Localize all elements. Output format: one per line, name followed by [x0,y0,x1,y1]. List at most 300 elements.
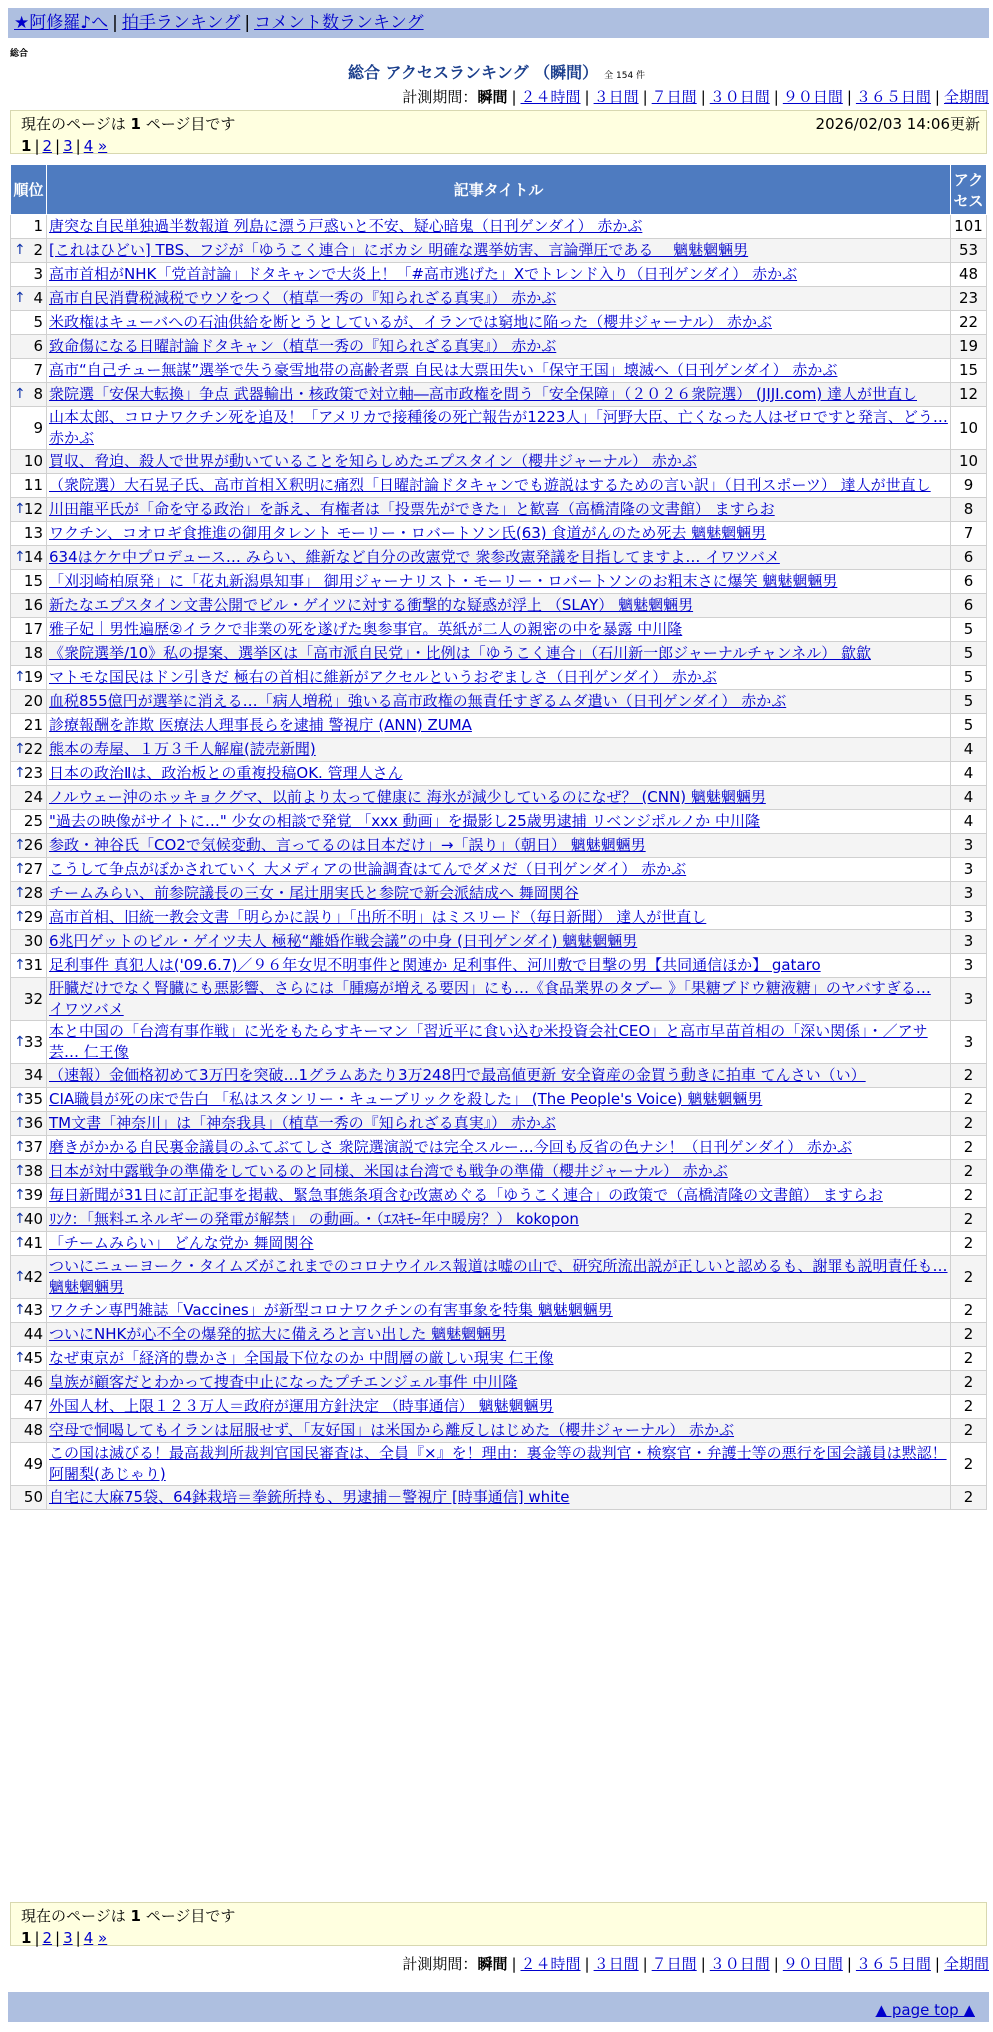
title-cell [47,1419,951,1443]
title-cell [47,498,951,522]
title-cell [47,474,951,498]
access-count: 10 [951,407,987,450]
comment-ranking-link[interactable]: コメント数ランキング [254,13,424,33]
article-link[interactable]: ついにNHKが心不全の爆発的拡大に備えろと言い出した 魑魅魍魎男 [49,1325,507,1343]
table-row [11,642,987,666]
title-cell [47,450,951,474]
rank-number: 12 [23,500,43,518]
article-link[interactable]: チームみらい、前参院議長の三女・尾辻朋実氏と参院で新会派結成へ 舞岡関谷 [49,884,579,902]
period-separator: | [934,1955,940,1973]
rank-number: 18 [23,644,43,662]
access-count: 3 [951,882,987,906]
up-arrow-icon: ↑ [14,885,26,901]
title-cell [47,1395,951,1419]
period-option-link[interactable]: ７日間 [651,88,697,106]
rank-cell [11,383,47,407]
rank-cell [11,1323,47,1347]
pagination [21,1929,976,1947]
table-row [11,1486,987,1510]
title-cell [47,335,951,359]
access-count: 2 [951,1395,987,1419]
article-link[interactable]: 買収、脅迫、殺人で世界が動いていることを知らしめたエプスタイン（櫻井ジャーナル） 赤かぶ [49,452,697,470]
rank-number: 13 [23,524,43,542]
rank-cell [11,1347,47,1371]
up-arrow-icon: ↑ [14,1268,26,1285]
period-option-link[interactable]: 全期間 [943,88,989,106]
title-cell [47,383,951,407]
rank-number: 26 [23,836,43,854]
table-row [11,1347,987,1371]
table-row [11,1443,987,1486]
title-cell [47,1256,951,1299]
pager-text: 現在のページは [21,115,126,133]
rank-number: 1 [33,217,43,235]
access-count: 2 [951,1208,987,1232]
period-separator: | [511,88,517,106]
rank-cell [11,858,47,882]
page-link[interactable]: 2 [42,1929,53,1947]
article-link[interactable]: 皇族が顧客だとわかって捜査中止になったプチエンジェル事件 中川隆 [49,1373,518,1391]
rank-cell [11,1160,47,1184]
access-count: 53 [951,239,987,263]
rank-number: 31 [23,956,43,974]
period-option-link[interactable]: ３６５日間 [855,88,931,106]
up-arrow-icon: ↑ [14,1235,26,1251]
table-row [11,858,987,882]
period-option-link[interactable]: 全期間 [943,1955,989,1973]
top-nav-bar [8,8,989,38]
footer-bar [8,1992,989,2022]
rank-number: 2 [33,241,43,259]
access-count: 3 [951,834,987,858]
table-row [11,570,987,594]
up-arrow-icon: ↑ [14,669,26,685]
article-link[interactable]: 致命傷になる日曜討論ドタキャン（植草一秀の『知られざる真実』） 赤かぶ [49,337,557,355]
rank-number: 41 [23,1234,43,1252]
rank-cell [11,335,47,359]
access-count: 101 [951,215,987,239]
article-link[interactable]: 衆院選「安保大転換」争点 武器輸出・核政策で対立軸―高市政権を問う「安全保障」（２０２６衆院選） (JIJI.com) 達人が世直し [49,385,918,403]
rank-cell [11,359,47,383]
table-row [11,359,987,383]
rank-cell [11,1136,47,1160]
next-page-link[interactable]: » [98,1929,108,1947]
article-link[interactable]: TM文書「神奈川」は「神奈我具」（植草一秀の『知られざる真実』） 赤かぶ [49,1114,556,1132]
nav-separator: | [112,13,118,33]
rank-number: 39 [23,1186,43,1204]
rank-number: 48 [23,1421,43,1439]
rank-number: 14 [23,548,43,566]
rank-number: 25 [23,812,43,830]
table-row [11,906,987,930]
article-link[interactable]: 「刈羽崎柏原発」に「花丸新潟県知事」 御用ジャーナリスト・モーリー・ロバートソンのお粗末さに爆笑 魑魅魍魎男 [49,572,838,590]
article-link[interactable]: 高市自民消費税減税でウソをつく（植草一秀の『知られざる真実』） 赤かぶ [49,289,557,307]
page-title [0,60,993,83]
title-cell [47,738,951,762]
article-link[interactable]: 日本の政治Ⅱは、政治板との重複投稿OK. 管理人さん [49,764,403,782]
title-cell [47,1136,951,1160]
article-link[interactable]: 高市首相、旧統一教会文書「明らかに誤り」「出所不明」はミスリード（毎日新聞） 達人が世直し [49,908,707,926]
title-cell [47,1208,951,1232]
rank-cell [11,498,47,522]
rank-number: 15 [23,572,43,590]
period-current: 瞬間 [477,88,508,106]
article-link[interactable]: 本と中国の「台湾有事作戦」に光をもたらすキーマン「習近平に食い込む米投資会社CEO」と高市早苗首相の「深い関係」・／アサ芸… 仁王像 [49,1022,928,1061]
article-link[interactable]: [これはひどい] TBS、フジが「ゆうこく連合」にボカシ 明確な選挙妨害、言論弾圧である 魑魅魍魎男 [49,241,749,259]
title-cell [47,714,951,738]
access-count: 2 [951,1088,987,1112]
rank-cell [11,1371,47,1395]
rank-cell [11,1443,47,1486]
period-separator: | [700,88,706,106]
period-separator: | [846,88,852,106]
title-cell [47,311,951,335]
home-link[interactable]: ★阿修羅♪へ [14,13,109,33]
table-row [11,738,987,762]
current-page: 1 [21,137,32,155]
article-link[interactable]: 634はケケ中プロデュース… みらい、維新など自分の改憲党で 衆参改憲発議を目指してますよ… イワツバメ [49,548,780,566]
access-count: 4 [951,810,987,834]
table-row [11,498,987,522]
access-count: 23 [951,287,987,311]
rank-number: 8 [33,385,43,403]
period-option-link[interactable]: ３６５日間 [855,1955,931,1973]
rank-number: 10 [23,452,43,470]
table-row [11,239,987,263]
rank-number: 23 [23,764,43,782]
access-count: 5 [951,642,987,666]
rank-cell [11,762,47,786]
table-row [11,978,987,1021]
table-row [11,618,987,642]
period-separator: | [511,1955,517,1973]
period-separator: | [584,88,590,106]
article-link[interactable]: 参政・神谷氏「CO2で気候変動、言ってるのは日本だけ」→「誤り」（朝日） 魑魅魍魎男 [49,836,646,854]
table-row [11,407,987,450]
article-link[interactable]: 磨きがかかる自民裏金議員のふてぶてしさ 衆院選演説では完全スルー…今回も反省の色ナシ！（日刊ゲンダイ） 赤かぶ [49,1138,853,1156]
period-label: 計測期間： [402,88,478,106]
table-row [11,930,987,954]
article-link[interactable]: （衆院選）大石晃子氏、高市首相Ｘ釈明に痛烈「日曜討論ドタキャンでも遊説はするための言い訳」（日刊スポーツ） 達人が世直し [49,476,931,494]
rank-number: 11 [23,476,43,494]
title-cell [47,1184,951,1208]
page-separator: | [75,137,81,155]
article-link[interactable]: ワクチン、コオロギ食推進の御用タレント モーリー・ロバートソン氏(63) 食道がんのため死去 魑魅魍魎男 [49,524,767,542]
title-cell [47,570,951,594]
period-option-link[interactable]: ３０日間 [709,1955,770,1973]
article-link[interactable]: マトモな国民はドン引きだ 極右の首相に維新がアクセルというおぞましさ（日刊ゲンダイ） 赤かぶ [49,668,717,686]
access-count: 2 [951,1136,987,1160]
period-separator: | [584,1955,590,1973]
article-link[interactable]: こうして争点がぼかされていく 大メディアの世論調査はてんでダメだ（日刊ゲンダイ） 赤かぶ [49,860,687,878]
up-arrow-icon: ↑ [14,242,26,258]
article-link[interactable]: ついにニューヨーク・タイムズがこれまでのコロナウイルス報道は嘘の山で、研究所流出説が正しいと認めるも、謝罪も説明責任も… 魑魅魍魎男 [49,1257,948,1296]
access-count: 9 [951,474,987,498]
table-row [11,1021,987,1064]
access-count: 3 [951,954,987,978]
access-count: 22 [951,311,987,335]
rank-cell [11,474,47,498]
title-cell [47,522,951,546]
access-count: 2 [951,1299,987,1323]
rank-cell [11,1395,47,1419]
article-link[interactable]: （速報）金価格初めて3万円を突破…1グラムあたり3万248円で最高値更新 安全資産の金買う動きに拍車 てんさい（い） [49,1066,866,1084]
up-arrow-icon: ↑ [14,1302,26,1318]
rank-cell [11,834,47,858]
rank-number: 47 [23,1397,43,1415]
rank-cell [11,407,47,450]
article-link[interactable]: 高市首相がNHK「党首討論」ドタキャンで大炎上！「#高市逃げた」Xでトレンド入り（日刊ゲンダイ） 赤かぶ [49,265,798,283]
table-row [11,1160,987,1184]
rank-cell [11,666,47,690]
article-link[interactable]: 自宅に大麻75袋、64鉢栽培＝拳銃所持も、男逮捕－警視庁 [時事通信] white [49,1488,570,1506]
page-separator: | [55,137,61,155]
article-link[interactable]: 新たなエプスタイン文書公開でビル・ゲイツに対する衝撃的な疑惑が浮上 （SLAY） 魑魅魍魎男 [49,596,694,614]
rank-cell [11,1486,47,1510]
period-option-link[interactable]: ９０日間 [782,88,843,106]
title-cell [47,1021,951,1064]
article-link[interactable]: 高市“自己チュー無謀”選挙で失う豪雪地帯の高齢者票 自民は大票田失い「保守王国」壊滅へ（日刊ゲンダイ） 赤かぶ [49,361,838,379]
table-row [11,287,987,311]
up-arrow-icon: ↑ [14,1163,26,1179]
article-link[interactable]: 山本太郎、コロナワクチン死を追及！「アメリカで接種後の死亡報告が1223人」「河野大臣、亡くなった人はゼロですと発言、どう… 赤かぶ [49,408,948,447]
access-count: 3 [951,906,987,930]
article-link[interactable]: 雅子妃｜男性遍歴②イラクで非業の死を遂げた奥参事官。英紙が二人の親密の中を暴露 中川隆 [49,620,683,638]
access-count: 2 [951,1371,987,1395]
table-row [11,546,987,570]
article-link[interactable]: この国は滅びる！最高裁判所裁判官国民審査は、全員『×』を！理由：裏金等の裁判官・検察官・弁護士等の悪行を国会議員は黙認！ 阿闍梨(あじゃり) [49,1444,947,1483]
period-option-link[interactable]: ３日間 [593,1955,639,1973]
article-link[interactable]: 《衆院選挙/10》私の提案、選挙区は「高市派自民党」・比例は「ゆうこく連合」（石川新一郎ジャーナルチャンネル） 歙歙 [49,644,871,662]
rank-number: 49 [23,1454,43,1473]
rank-cell [11,714,47,738]
period-separator: | [846,1955,852,1973]
ranking-table-body [11,215,987,1510]
article-link[interactable]: ﾘﾝｸ：「無料エネルギーの発電が解禁」 の動画。・（ｴｽｷﾓｰ年中暖房？） kokopon [49,1210,579,1228]
rank-number: 27 [23,860,43,878]
table-row [11,666,987,690]
rank-cell [11,1208,47,1232]
access-count: 2 [951,1347,987,1371]
access-count: 2 [951,1486,987,1510]
rank-number: 43 [23,1301,43,1319]
article-link[interactable]: CIA職員が死の床で告白 「私はスタンリー・キューブリックを殺した」 (The People's Voice) 魑魅魍魎男 [49,1090,763,1108]
rank-number: 24 [23,788,43,806]
access-count: 3 [951,978,987,1021]
title-cell [47,930,951,954]
period-option-link[interactable]: ３０日間 [709,88,770,106]
article-link[interactable]: 診療報酬を詐欺 医療法人理事長らを逮捕 警視庁 (ANN) ZUMA [49,716,472,734]
rank-number: 36 [23,1114,43,1132]
rank-cell [11,978,47,1021]
up-arrow-icon: ↑ [14,837,26,853]
page-link[interactable]: 4 [83,1929,94,1947]
rank-cell [11,738,47,762]
article-link[interactable]: "過去の映像がサイトに…" 少女の相談で発覚 「xxx 動画」を撮影し25歳男逮捕 リベンジポルノか 中川隆 [49,812,761,830]
article-link[interactable]: 「チームみらい」 どんな党か 舞岡関谷 [49,1234,314,1252]
rank-number: 33 [23,1032,43,1051]
table-row [11,834,987,858]
rank-cell [11,786,47,810]
rank-cell [11,287,47,311]
rank-number: 22 [23,740,43,758]
next-page-link[interactable]: » [98,137,108,155]
period-option-link[interactable]: ７日間 [651,1955,697,1973]
table-row [11,1208,987,1232]
table-row [11,450,987,474]
period-option-link[interactable]: ２４時間 [520,1955,581,1973]
rank-cell [11,311,47,335]
article-link[interactable]: 川田龍平氏が「命を守る政治」を訴え、有権者は「投票先ができた」と歓喜（高橋清隆の文書館） ますらお [49,500,775,518]
rank-number: 5 [33,313,43,331]
table-row [11,1064,987,1088]
rank-cell [11,1299,47,1323]
article-link[interactable]: 日本が対中露戦争の準備をしているのと同様、米国は台湾でも戦争の準備（櫻井ジャーナル） 赤かぶ [49,1162,728,1180]
period-separator: | [642,88,648,106]
rank-number: 40 [23,1210,43,1228]
title-cell [47,690,951,714]
rank-cell [11,1112,47,1136]
up-arrow-icon: ↑ [14,501,26,517]
table-row [11,263,987,287]
table-row [11,1184,987,1208]
pager-text: 現在のページは [21,1907,126,1925]
period-option-link[interactable]: ９０日間 [782,1955,843,1973]
access-count: 3 [951,858,987,882]
rank-number: 16 [23,596,43,614]
period-option-link[interactable]: ３日間 [593,88,639,106]
rank-cell [11,930,47,954]
up-arrow-icon: ↑ [14,741,26,757]
article-link[interactable]: 足利事件 真犯人は('09.6.7)／９６年女児不明事件と関連か 足利事件、河川敷で目撃の男【共同通信ほか】 gataro [49,956,821,974]
table-row [11,1299,987,1323]
title-cell [47,1486,951,1510]
updated-timestamp: 2026/02/03 14:06更新 [815,115,980,133]
page-top-link[interactable]: ▲ page top ▲ [875,2001,975,2019]
ranking-table [10,164,987,1510]
article-link[interactable]: ワクチン専門雑誌「Vaccines」が新型コロナワクチンの有害事象を特集 魑魅魍魎男 [49,1301,613,1319]
article-link[interactable]: 外国人材、上限１２３万人＝政府が運用方針決定 （時事通信） 魑魅魍魎男 [49,1397,554,1415]
table-row [11,1395,987,1419]
article-link[interactable]: 血税855億円が選挙に消える…「病人増税」強いる高市政権の無責任すぎるムダ遣い（日刊ゲンダイ） 赤かぶ [49,692,787,710]
up-arrow-icon: ↑ [14,290,26,306]
table-row [11,714,987,738]
title-cell [47,1232,951,1256]
rank-cell [11,1256,47,1299]
ranking-title: 総合 アクセスランキング （瞬間） [347,63,599,82]
rank-cell [11,594,47,618]
table-row [11,311,987,335]
access-count: 5 [951,714,987,738]
access-count: 4 [951,738,987,762]
rank-cell [11,1088,47,1112]
rank-number: 21 [23,716,43,734]
access-count: 2 [951,1419,987,1443]
access-count: 6 [951,594,987,618]
rank-cell [11,954,47,978]
title-cell [47,666,951,690]
table-row [11,522,987,546]
article-link[interactable]: 熊本の寿屋、１万３千人解雇(読売新聞) [49,740,316,758]
rank-column-header: 順位 [11,165,47,215]
page-link[interactable]: 3 [63,137,73,155]
rank-cell [11,810,47,834]
rank-cell [11,1021,47,1064]
rank-cell [11,546,47,570]
rank-number: 32 [23,989,43,1008]
rank-cell [11,906,47,930]
title-cell [47,1112,951,1136]
article-link[interactable]: 6兆円ゲットのビル・ゲイツ夫人 極秘“離婚作戦会議”の中身 (日刊ゲンダイ) 魑魅魍魎男 [49,932,638,950]
period-current: 瞬間 [477,1955,508,1973]
article-link[interactable]: 米政権はキューバへの石油供給を断とうとしているが、イランでは窮地に陥った（櫻井ジャーナル） 赤かぶ [49,313,772,331]
table-row [11,810,987,834]
period-option-link[interactable]: ２４時間 [520,88,581,106]
title-cell [47,1160,951,1184]
access-count: 19 [951,335,987,359]
title-column-header: 記事タイトル [47,165,951,215]
title-cell [47,882,951,906]
title-cell [47,1347,951,1371]
page-separator: | [34,137,40,155]
access-column-header: アクセス [951,165,987,215]
access-count: 4 [951,786,987,810]
rank-cell [11,1064,47,1088]
page-link[interactable]: 2 [42,137,53,155]
page-link[interactable]: 4 [83,137,94,155]
rank-number: 20 [23,692,43,710]
page-separator: | [55,1929,61,1947]
rank-number: 37 [23,1138,43,1156]
nav-separator: | [244,13,251,33]
period-separator: | [773,88,779,106]
page-link[interactable]: 3 [63,1929,73,1947]
article-link[interactable]: 毎日新聞が31日に訂正記事を掲載、緊急事態条項含む改憲めぐる「ゆうこく連合」の政策で（高橋清隆の文書館） ますらお [49,1186,883,1204]
article-link[interactable]: ノルウェー沖のホッキョクグマ、以前より太って健康に 海氷が減少しているのになぜ？ (CNN) 魑魅魍魎男 [49,788,766,806]
title-cell [47,594,951,618]
rank-number: 28 [23,884,43,902]
rank-number: 9 [33,418,43,437]
rank-cell [11,570,47,594]
applause-ranking-link[interactable]: 拍手ランキング [121,13,241,33]
article-link[interactable]: 唐突な自民単独過半数報道 列島に漂う戸惑いと不安、疑心暗鬼（日刊ゲンダイ） 赤かぶ [49,217,643,235]
title-cell [47,906,951,930]
rank-cell [11,1232,47,1256]
title-cell [47,263,951,287]
table-row [11,1232,987,1256]
table-row [11,383,987,407]
rank-cell [11,1419,47,1443]
access-count: 2 [951,1064,987,1088]
pager-bottom [10,1902,987,1946]
rank-number: 44 [23,1325,43,1343]
current-page: 1 [21,1929,32,1947]
title-cell [47,810,951,834]
article-link[interactable]: 肝臓だけでなく腎臓にも悪影響、さらには「腫瘍が増える要因」にも…《食品業界のタブー 》「果糖ブドウ糖液糖」のヤバすぎる… イワツバメ [49,979,931,1018]
title-cell [47,762,951,786]
period-label: 計測期間： [402,1955,478,1973]
rank-cell [11,1184,47,1208]
up-arrow-icon: ↑ [14,861,26,877]
article-link[interactable]: なぜ東京が「経済的豊かさ」全国最下位なのか 中間層の厳しい現実 仁王像 [49,1349,554,1367]
table-row [11,1088,987,1112]
title-cell [47,407,951,450]
access-count: 3 [951,930,987,954]
access-count: 5 [951,666,987,690]
rank-cell [11,239,47,263]
rank-cell [11,642,47,666]
article-link[interactable]: 空母で恫喝してもイランは屈服せず、「友好国」は米国から離反しはじめた（櫻井ジャーナル） 赤かぶ [49,1421,735,1439]
